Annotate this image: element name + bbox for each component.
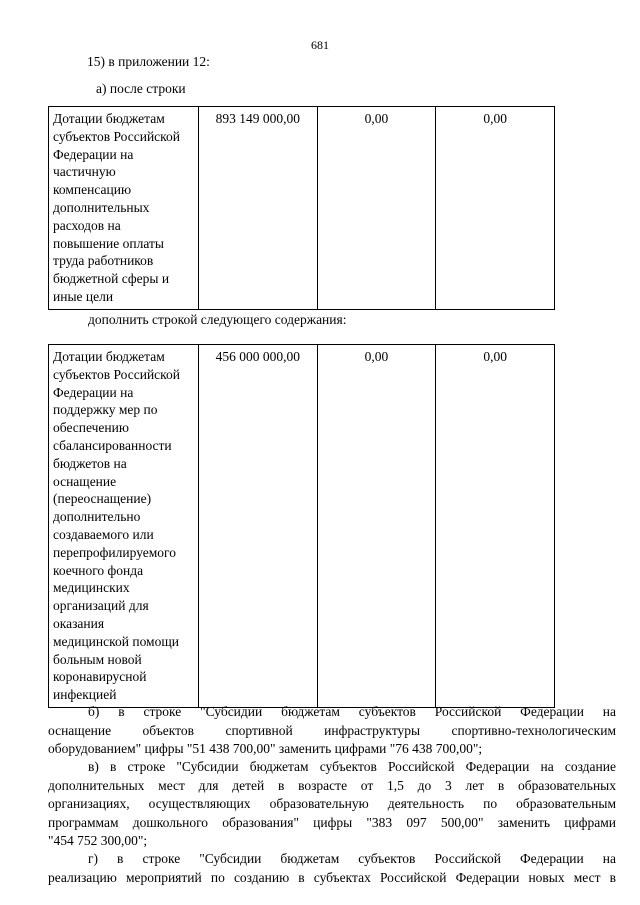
table-row-new [48, 344, 555, 708]
paragraph-line: г) в строке "Субсидии бюджетам субъектов Российской Федерации на [88, 851, 616, 866]
amount-cell-1: 456 000 000,00 [199, 345, 318, 708]
amount-cell-2: 0,00 [317, 107, 436, 310]
paragraph-line: в) в строке "Субсидии бюджетам субъектов Российской Федерации на создание [88, 759, 616, 774]
paragraph-line: организациях, осуществляющих образовательную деятельность по образовательным [48, 796, 616, 811]
amount-cell-3: 0,00 [436, 345, 555, 708]
paragraph-line: "454 752 300,00"; [48, 833, 148, 848]
table-row-existing [48, 106, 555, 310]
paragraph-v [48, 758, 616, 851]
item-heading: 15) в приложении 12: [87, 54, 210, 69]
paragraph-line: б) в строке "Субсидии бюджетам субъектов Российской Федерации на [88, 704, 616, 719]
paragraph-g [48, 850, 616, 887]
amount-cell-2: 0,00 [317, 345, 436, 708]
paragraph-b [48, 703, 616, 759]
supplement-line: дополнить строкой следующего содержания: [88, 312, 347, 327]
amount-cell-3: 0,00 [436, 107, 555, 310]
sub-item-a: а) после строки [96, 81, 186, 96]
page-number: 681 [311, 38, 329, 52]
table-row [49, 107, 555, 310]
paragraph-line: программам дошкольного образования" цифры "383 097 500,00" заменить цифрами [48, 814, 616, 830]
table-row [49, 345, 555, 708]
paragraph-line: оборудованием" цифры "51 438 700,00" заменить цифрами "76 438 700,00"; [48, 741, 483, 756]
paragraph-line: реализацию мероприятий по созданию в субъектах Российской Федерации новых мест в [48, 869, 616, 885]
row-name-cell: Дотации бюджетам субъектов Российской Федерации на частичную компенсацию дополнительных расходов на повышение оплаты труда работников бюджетной сферы и иные цели [49, 107, 199, 310]
amount-cell-1: 893 149 000,00 [199, 107, 318, 310]
paragraph-line: дополнительных мест для детей в возрасте от 1,5 до 3 лет в образовательных [48, 777, 616, 793]
row-name-cell: Дотации бюджетам субъектов Российской Федерации на поддержку мер по обеспечению сбалансированности бюджетов на оснащение (переоснащение) дополнительно создаваемого или перепрофилируемого коечного фонда медицинских организаций для оказания медицинской помощи больным новой коронавирусной инфекцией [49, 345, 199, 708]
paragraph-line: оснащение объектов спортивной инфраструктуры спортивно-технологическим [48, 722, 616, 738]
